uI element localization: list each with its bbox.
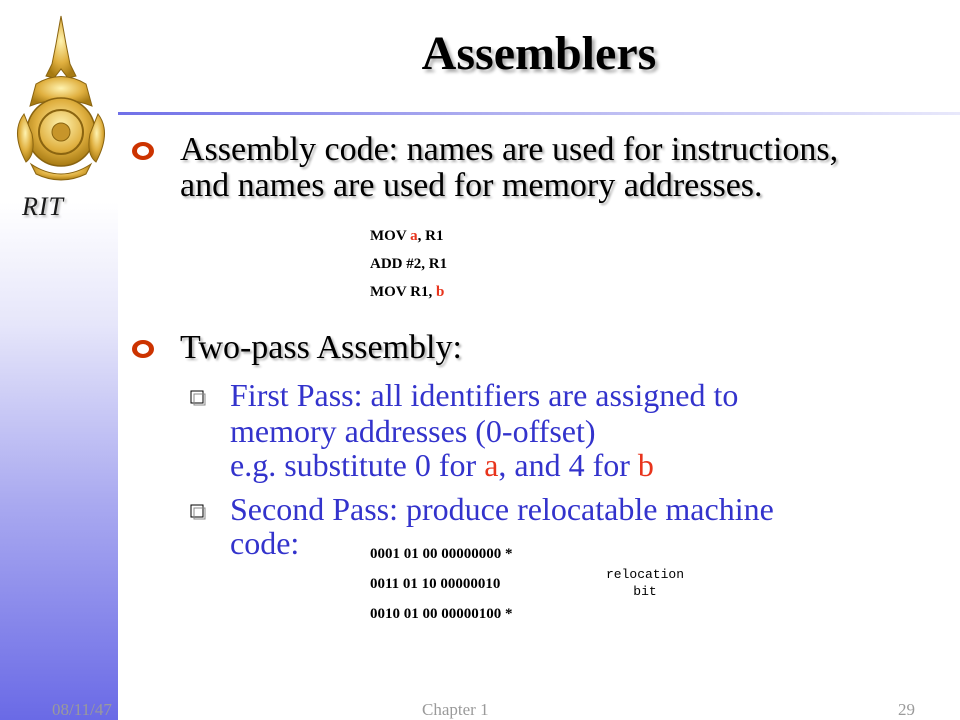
relocation-label-line-1: relocation [605,567,684,582]
machine-code-line-3: 0010 01 00 00000100 * [370,606,513,622]
bullet-1-line-2: and names are used for memory addresses. [180,167,763,204]
sidebar [0,0,118,720]
bullet-marker-2 [130,338,156,360]
footer-page-number: 29 [898,700,915,719]
code-line-3: MOV R1, b [370,284,445,300]
rit-emblem-icon [6,14,116,184]
first-pass-line-1: First Pass: all identifiers are assigned to [230,377,739,413]
bullet-1-line-1: Assembly code: names are used for instructions, [180,131,839,168]
footer-chapter: Chapter 1 [422,700,489,719]
relocation-label-line-2: bit [633,584,657,599]
slide-title: Assemblers [421,27,657,80]
sub-bullet-marker-2 [190,504,206,525]
first-pass-line-3: e.g. substitute 0 for a, and 4 for b [230,447,654,483]
bullet-2-line-1: Two-pass Assembly: [180,329,462,366]
code-line-1: MOV a, R1 [370,228,444,244]
machine-code-line-1: 0001 01 00 00000000 * [370,546,513,562]
second-pass-line-2: code: [230,525,300,561]
bullet-marker-1 [130,140,156,162]
first-pass-line-2: memory addresses (0-offset) [230,413,596,449]
code-line-2: ADD #2, R1 [370,256,448,272]
rit-label: RIT [22,192,64,221]
footer-date: 08/11/47 [52,700,112,719]
relocation-bit-label [590,566,700,600]
sub-bullet-marker-1 [190,390,206,411]
machine-code-line-2: 0011 01 10 00000010 [370,576,501,592]
second-pass-line-1: Second Pass: produce relocatable machine [230,491,774,527]
title-divider [118,112,960,115]
